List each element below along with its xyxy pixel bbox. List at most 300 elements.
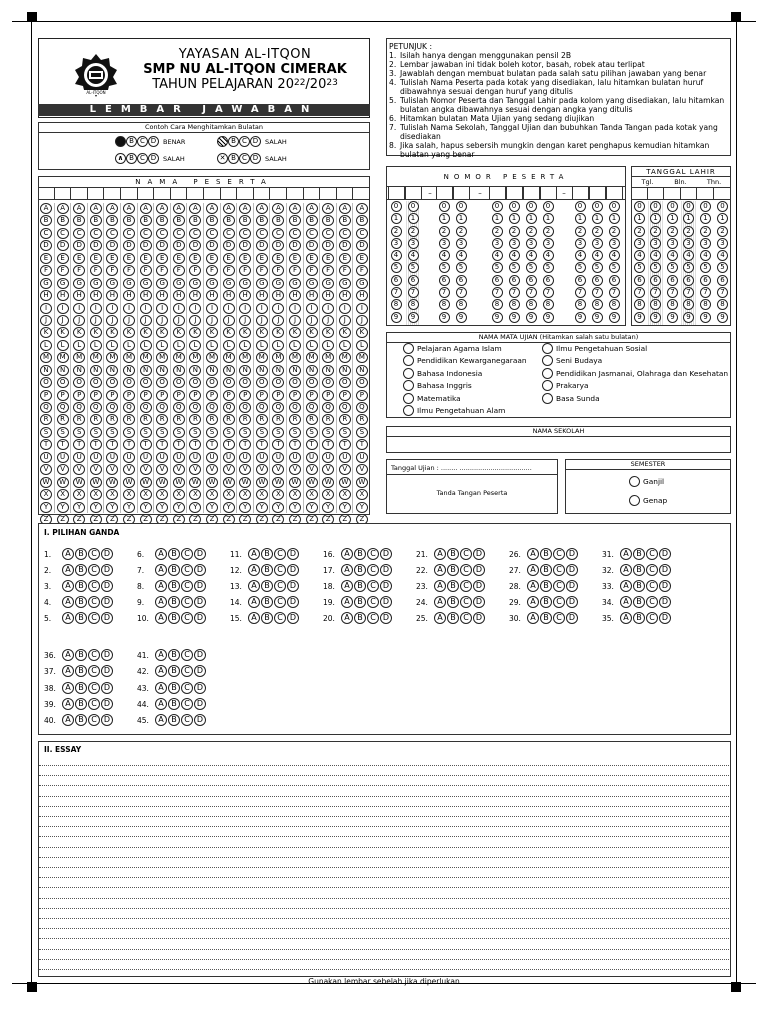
subject-bubble[interactable]: [403, 380, 414, 391]
digit-bubble[interactable]: 7: [592, 287, 603, 298]
name-letter-bubble[interactable]: X: [356, 489, 368, 500]
answer-bubble[interactable]: A: [620, 612, 632, 624]
name-letter-bubble[interactable]: H: [40, 290, 52, 301]
name-letter-bubble[interactable]: X: [189, 489, 201, 500]
name-letter-bubble[interactable]: Y: [356, 502, 368, 513]
name-letter-bubble[interactable]: S: [322, 427, 334, 438]
name-letter-bubble[interactable]: J: [90, 315, 102, 326]
subject-bubble[interactable]: [403, 368, 414, 379]
answer-bubble[interactable]: D: [380, 580, 392, 592]
name-letter-bubble[interactable]: Y: [306, 502, 318, 513]
digit-bubble[interactable]: 5: [634, 262, 645, 273]
digit-bubble[interactable]: 4: [439, 250, 450, 261]
name-letter-bubble[interactable]: L: [239, 340, 251, 351]
name-letter-bubble[interactable]: T: [189, 439, 201, 450]
name-letter-bubble[interactable]: G: [339, 278, 351, 289]
name-letter-bubble[interactable]: Y: [90, 502, 102, 513]
name-letter-bubble[interactable]: V: [239, 464, 251, 475]
name-letter-bubble[interactable]: K: [189, 327, 201, 338]
name-letter-bubble[interactable]: V: [73, 464, 85, 475]
name-letter-bubble[interactable]: E: [106, 253, 118, 264]
answer-bubble[interactable]: B: [75, 580, 87, 592]
digit-bubble[interactable]: 0: [439, 201, 450, 212]
digit-bubble[interactable]: 7: [650, 287, 661, 298]
name-letter-bubble[interactable]: M: [57, 352, 69, 363]
digit-bubble[interactable]: 1: [683, 213, 694, 224]
name-letter-bubble[interactable]: X: [256, 489, 268, 500]
subject-bubble[interactable]: [542, 355, 553, 366]
digit-bubble[interactable]: 6: [492, 275, 503, 286]
answer-bubble[interactable]: C: [646, 612, 658, 624]
name-letter-bubble[interactable]: H: [206, 290, 218, 301]
name-letter-bubble[interactable]: B: [73, 215, 85, 226]
digit-bubble[interactable]: 3: [650, 238, 661, 249]
digit-bubble[interactable]: 1: [700, 213, 711, 224]
answer-bubble[interactable]: B: [354, 596, 366, 608]
name-letter-bubble[interactable]: C: [189, 228, 201, 239]
name-letter-bubble[interactable]: M: [272, 352, 284, 363]
digit-bubble[interactable]: 9: [456, 312, 467, 323]
name-letter-bubble[interactable]: G: [189, 278, 201, 289]
digit-bubble[interactable]: 2: [634, 226, 645, 237]
digit-bubble[interactable]: 1: [575, 213, 586, 224]
name-letter-box[interactable]: [154, 188, 171, 200]
name-letter-bubble[interactable]: I: [239, 303, 251, 314]
digit-bubble[interactable]: 8: [391, 299, 402, 310]
name-letter-bubble[interactable]: M: [356, 352, 368, 363]
name-letter-bubble[interactable]: N: [140, 365, 152, 376]
answer-bubble[interactable]: A: [155, 548, 167, 560]
name-letter-bubble[interactable]: S: [272, 427, 284, 438]
name-letter-bubble[interactable]: U: [106, 452, 118, 463]
answer-bubble[interactable]: A: [527, 580, 539, 592]
name-letter-bubble[interactable]: K: [57, 327, 69, 338]
name-letter-bubble[interactable]: W: [40, 477, 52, 488]
name-letter-bubble[interactable]: B: [206, 215, 218, 226]
digit-bubble[interactable]: 2: [650, 226, 661, 237]
name-letter-bubble[interactable]: C: [106, 228, 118, 239]
essay-line[interactable]: [39, 938, 729, 939]
name-letter-bubble[interactable]: L: [73, 340, 85, 351]
name-letter-bubble[interactable]: J: [57, 315, 69, 326]
digit-bubble[interactable]: 7: [408, 287, 419, 298]
name-letter-bubble[interactable]: J: [40, 315, 52, 326]
name-letter-bubble[interactable]: H: [57, 290, 69, 301]
name-letter-bubble[interactable]: P: [57, 390, 69, 401]
answer-bubble[interactable]: D: [287, 548, 299, 560]
name-letter-bubble[interactable]: T: [306, 439, 318, 450]
essay-line[interactable]: [39, 816, 729, 817]
name-letter-bubble[interactable]: Q: [140, 402, 152, 413]
answer-bubble[interactable]: A: [62, 698, 74, 710]
name-letter-bubble[interactable]: D: [206, 240, 218, 251]
name-letter-bubble[interactable]: T: [57, 439, 69, 450]
digit-bubble[interactable]: 6: [391, 275, 402, 286]
subject-option[interactable]: [403, 380, 472, 391]
answer-bubble[interactable]: B: [540, 548, 552, 560]
digit-bubble[interactable]: 2: [391, 226, 402, 237]
name-letter-bubble[interactable]: F: [223, 265, 235, 276]
name-letter-bubble[interactable]: I: [206, 303, 218, 314]
name-letter-bubble[interactable]: E: [289, 253, 301, 264]
answer-bubble[interactable]: B: [540, 596, 552, 608]
name-letter-bubble[interactable]: Y: [156, 502, 168, 513]
answer-bubble[interactable]: C: [181, 596, 193, 608]
name-letter-bubble[interactable]: E: [306, 253, 318, 264]
answer-bubble[interactable]: C: [181, 548, 193, 560]
digit-bubble[interactable]: 6: [509, 275, 520, 286]
digit-bubble[interactable]: 4: [391, 250, 402, 261]
name-letter-bubble[interactable]: Y: [272, 502, 284, 513]
name-letter-bubble[interactable]: P: [40, 390, 52, 401]
name-letter-bubble[interactable]: H: [256, 290, 268, 301]
essay-line[interactable]: [39, 867, 729, 868]
answer-bubble[interactable]: A: [155, 612, 167, 624]
name-letter-bubble[interactable]: I: [189, 303, 201, 314]
name-letter-bubble[interactable]: V: [189, 464, 201, 475]
name-letter-bubble[interactable]: T: [256, 439, 268, 450]
digit-bubble[interactable]: 0: [492, 201, 503, 212]
answer-bubble[interactable]: C: [646, 564, 658, 576]
name-letter-bubble[interactable]: T: [206, 439, 218, 450]
name-letter-bubble[interactable]: B: [223, 215, 235, 226]
name-letter-bubble[interactable]: P: [73, 390, 85, 401]
answer-bubble[interactable]: C: [274, 564, 286, 576]
name-letter-bubble[interactable]: J: [156, 315, 168, 326]
name-letter-bubble[interactable]: K: [173, 327, 185, 338]
name-letter-box[interactable]: [121, 188, 138, 200]
name-letter-bubble[interactable]: L: [356, 340, 368, 351]
name-letter-bubble[interactable]: G: [206, 278, 218, 289]
name-letter-box[interactable]: [320, 188, 337, 200]
name-letter-bubble[interactable]: D: [156, 240, 168, 251]
name-letter-bubble[interactable]: R: [289, 414, 301, 425]
answer-bubble[interactable]: C: [367, 612, 379, 624]
name-letter-bubble[interactable]: Q: [306, 402, 318, 413]
name-letter-bubble[interactable]: K: [306, 327, 318, 338]
name-letter-bubble[interactable]: J: [189, 315, 201, 326]
name-letter-bubble[interactable]: Y: [322, 502, 334, 513]
name-letter-bubble[interactable]: U: [123, 452, 135, 463]
answer-bubble[interactable]: C: [88, 564, 100, 576]
name-letter-bubble[interactable]: S: [40, 427, 52, 438]
digit-bubble[interactable]: 6: [439, 275, 450, 286]
essay-line[interactable]: [39, 765, 729, 766]
answer-bubble[interactable]: C: [646, 548, 658, 560]
name-letter-bubble[interactable]: Q: [339, 402, 351, 413]
name-letter-bubble[interactable]: W: [339, 477, 351, 488]
name-letter-bubble[interactable]: V: [90, 464, 102, 475]
semester-genap[interactable]: Genap: [629, 495, 667, 506]
digit-bubble[interactable]: 3: [526, 238, 537, 249]
name-letter-bubble[interactable]: S: [223, 427, 235, 438]
name-letter-bubble[interactable]: C: [57, 228, 69, 239]
name-letter-bubble[interactable]: S: [123, 427, 135, 438]
name-letter-bubble[interactable]: E: [189, 253, 201, 264]
answer-bubble[interactable]: C: [88, 548, 100, 560]
answer-bubble[interactable]: B: [447, 612, 459, 624]
name-letter-bubble[interactable]: Q: [90, 402, 102, 413]
digit-bubble[interactable]: 7: [683, 287, 694, 298]
digit-bubble[interactable]: 9: [492, 312, 503, 323]
name-letter-bubble[interactable]: O: [90, 377, 102, 388]
digit-bubble[interactable]: 1: [456, 213, 467, 224]
name-letter-bubble[interactable]: A: [306, 203, 318, 214]
answer-bubble[interactable]: A: [155, 596, 167, 608]
name-letter-bubble[interactable]: U: [189, 452, 201, 463]
name-letter-bubble[interactable]: W: [206, 477, 218, 488]
name-letter-bubble[interactable]: W: [356, 477, 368, 488]
answer-bubble[interactable]: C: [553, 612, 565, 624]
tanggal-write-box[interactable]: [632, 188, 648, 199]
name-letter-bubble[interactable]: Q: [73, 402, 85, 413]
name-letter-bubble[interactable]: U: [40, 452, 52, 463]
answer-bubble[interactable]: C: [553, 580, 565, 592]
essay-line[interactable]: [39, 918, 729, 919]
name-letter-bubble[interactable]: D: [57, 240, 69, 251]
name-letter-bubble[interactable]: C: [40, 228, 52, 239]
name-letter-bubble[interactable]: V: [173, 464, 185, 475]
answer-bubble[interactable]: C: [646, 596, 658, 608]
name-letter-bubble[interactable]: Y: [339, 502, 351, 513]
name-letter-bubble[interactable]: V: [123, 464, 135, 475]
name-letter-bubble[interactable]: R: [173, 414, 185, 425]
name-letter-bubble[interactable]: M: [156, 352, 168, 363]
answer-bubble[interactable]: B: [354, 548, 366, 560]
name-letter-bubble[interactable]: Z: [173, 514, 185, 525]
digit-bubble[interactable]: 0: [509, 201, 520, 212]
name-letter-bubble[interactable]: X: [173, 489, 185, 500]
essay-line[interactable]: [39, 775, 729, 776]
answer-bubble[interactable]: C: [646, 580, 658, 592]
answer-bubble[interactable]: C: [88, 682, 100, 694]
digit-bubble[interactable]: 8: [609, 299, 620, 310]
answer-bubble[interactable]: A: [62, 665, 74, 677]
name-letter-bubble[interactable]: T: [40, 439, 52, 450]
answer-bubble[interactable]: D: [101, 649, 113, 661]
name-letter-bubble[interactable]: I: [73, 303, 85, 314]
name-letter-bubble[interactable]: V: [272, 464, 284, 475]
name-letter-bubble[interactable]: V: [140, 464, 152, 475]
digit-bubble[interactable]: 8: [439, 299, 450, 310]
name-letter-bubble[interactable]: H: [339, 290, 351, 301]
essay-line[interactable]: [39, 959, 729, 960]
essay-line[interactable]: [39, 877, 729, 878]
name-letter-bubble[interactable]: S: [140, 427, 152, 438]
name-letter-bubble[interactable]: H: [156, 290, 168, 301]
name-letter-bubble[interactable]: J: [223, 315, 235, 326]
name-letter-bubble[interactable]: X: [272, 489, 284, 500]
name-letter-bubble[interactable]: Q: [123, 402, 135, 413]
subject-option[interactable]: [542, 380, 589, 391]
digit-bubble[interactable]: 4: [700, 250, 711, 261]
digit-bubble[interactable]: 7: [634, 287, 645, 298]
name-letter-bubble[interactable]: Y: [57, 502, 69, 513]
name-letter-bubble[interactable]: N: [289, 365, 301, 376]
name-letter-bubble[interactable]: R: [306, 414, 318, 425]
name-letter-bubble[interactable]: F: [289, 265, 301, 276]
digit-bubble[interactable]: 2: [575, 226, 586, 237]
name-letter-bubble[interactable]: K: [223, 327, 235, 338]
digit-bubble[interactable]: 8: [592, 299, 603, 310]
digit-bubble[interactable]: 6: [650, 275, 661, 286]
digit-bubble[interactable]: 3: [667, 238, 678, 249]
digit-bubble[interactable]: 6: [667, 275, 678, 286]
name-letter-bubble[interactable]: H: [140, 290, 152, 301]
answer-bubble[interactable]: A: [341, 612, 353, 624]
name-letter-bubble[interactable]: J: [206, 315, 218, 326]
name-letter-bubble[interactable]: B: [57, 215, 69, 226]
answer-bubble[interactable]: C: [88, 612, 100, 624]
name-letter-bubble[interactable]: V: [256, 464, 268, 475]
subject-option[interactable]: [403, 393, 461, 404]
essay-line[interactable]: [39, 857, 729, 858]
name-letter-bubble[interactable]: Y: [40, 502, 52, 513]
name-letter-bubble[interactable]: Z: [156, 514, 168, 525]
name-letter-bubble[interactable]: S: [289, 427, 301, 438]
name-letter-bubble[interactable]: D: [356, 240, 368, 251]
name-letter-bubble[interactable]: D: [106, 240, 118, 251]
name-letter-bubble[interactable]: Z: [140, 514, 152, 525]
name-letter-bubble[interactable]: X: [73, 489, 85, 500]
digit-bubble[interactable]: 9: [509, 312, 520, 323]
name-letter-bubble[interactable]: L: [173, 340, 185, 351]
name-letter-bubble[interactable]: H: [189, 290, 201, 301]
subject-option[interactable]: [542, 343, 647, 354]
digit-bubble[interactable]: 0: [408, 201, 419, 212]
tanggal-write-box[interactable]: [715, 188, 731, 199]
name-letter-bubble[interactable]: J: [140, 315, 152, 326]
digit-bubble[interactable]: 4: [492, 250, 503, 261]
name-letter-bubble[interactable]: J: [123, 315, 135, 326]
answer-bubble[interactable]: C: [553, 564, 565, 576]
name-letter-bubble[interactable]: W: [272, 477, 284, 488]
digit-bubble[interactable]: 9: [683, 312, 694, 323]
answer-bubble[interactable]: D: [194, 596, 206, 608]
name-letter-bubble[interactable]: O: [339, 377, 351, 388]
answer-bubble[interactable]: D: [473, 596, 485, 608]
name-letter-bubble[interactable]: E: [223, 253, 235, 264]
name-letter-bubble[interactable]: X: [123, 489, 135, 500]
answer-bubble[interactable]: C: [181, 698, 193, 710]
digit-bubble[interactable]: 6: [717, 275, 728, 286]
digit-bubble[interactable]: 9: [408, 312, 419, 323]
name-letter-box[interactable]: [187, 188, 204, 200]
name-letter-bubble[interactable]: Z: [356, 514, 368, 525]
name-letter-bubble[interactable]: F: [73, 265, 85, 276]
name-letter-bubble[interactable]: O: [189, 377, 201, 388]
subject-option[interactable]: [542, 393, 600, 404]
digit-bubble[interactable]: 2: [717, 226, 728, 237]
answer-bubble[interactable]: C: [367, 564, 379, 576]
answer-bubble[interactable]: B: [633, 580, 645, 592]
name-letter-bubble[interactable]: G: [322, 278, 334, 289]
subject-bubble[interactable]: [403, 393, 414, 404]
name-letter-bubble[interactable]: N: [156, 365, 168, 376]
digit-bubble[interactable]: 5: [683, 262, 694, 273]
answer-bubble[interactable]: B: [168, 665, 180, 677]
digit-bubble[interactable]: 4: [456, 250, 467, 261]
name-letter-bubble[interactable]: F: [322, 265, 334, 276]
name-letter-bubble[interactable]: R: [339, 414, 351, 425]
answer-bubble[interactable]: A: [527, 612, 539, 624]
name-letter-bubble[interactable]: U: [173, 452, 185, 463]
digit-bubble[interactable]: 5: [391, 262, 402, 273]
digit-bubble[interactable]: 0: [456, 201, 467, 212]
name-letter-bubble[interactable]: C: [289, 228, 301, 239]
name-letter-box[interactable]: [71, 188, 88, 200]
name-letter-box[interactable]: [287, 188, 304, 200]
answer-bubble[interactable]: C: [274, 548, 286, 560]
answer-bubble[interactable]: D: [659, 596, 671, 608]
digit-bubble[interactable]: 2: [609, 226, 620, 237]
answer-bubble[interactable]: D: [380, 564, 392, 576]
name-letter-bubble[interactable]: O: [239, 377, 251, 388]
answer-bubble[interactable]: C: [460, 612, 472, 624]
name-letter-bubble[interactable]: G: [239, 278, 251, 289]
name-letter-bubble[interactable]: Z: [57, 514, 69, 525]
name-letter-bubble[interactable]: Z: [256, 514, 268, 525]
digit-bubble[interactable]: 9: [575, 312, 586, 323]
answer-bubble[interactable]: B: [75, 698, 87, 710]
name-letter-bubble[interactable]: A: [140, 203, 152, 214]
name-letter-bubble[interactable]: I: [90, 303, 102, 314]
name-letter-bubble[interactable]: P: [173, 390, 185, 401]
name-letter-bubble[interactable]: L: [123, 340, 135, 351]
answer-bubble[interactable]: D: [101, 612, 113, 624]
name-letter-bubble[interactable]: I: [57, 303, 69, 314]
digit-bubble[interactable]: 9: [634, 312, 645, 323]
name-letter-bubble[interactable]: G: [106, 278, 118, 289]
digit-bubble[interactable]: 0: [634, 201, 645, 212]
name-letter-bubble[interactable]: N: [256, 365, 268, 376]
answer-bubble[interactable]: A: [62, 682, 74, 694]
name-letter-bubble[interactable]: I: [173, 303, 185, 314]
digit-bubble[interactable]: 7: [456, 287, 467, 298]
digit-bubble[interactable]: 7: [575, 287, 586, 298]
name-letter-bubble[interactable]: D: [173, 240, 185, 251]
name-letter-bubble[interactable]: N: [73, 365, 85, 376]
subject-bubble[interactable]: [403, 343, 414, 354]
name-letter-bubble[interactable]: G: [289, 278, 301, 289]
name-letter-bubble[interactable]: S: [73, 427, 85, 438]
name-letter-bubble[interactable]: I: [140, 303, 152, 314]
answer-bubble[interactable]: D: [101, 714, 113, 726]
name-letter-bubble[interactable]: L: [140, 340, 152, 351]
essay-line[interactable]: [39, 887, 729, 888]
digit-bubble[interactable]: 4: [634, 250, 645, 261]
answer-bubble[interactable]: D: [101, 564, 113, 576]
name-letter-bubble[interactable]: X: [289, 489, 301, 500]
name-letter-bubble[interactable]: J: [73, 315, 85, 326]
name-letter-bubble[interactable]: V: [40, 464, 52, 475]
name-letter-bubble[interactable]: E: [239, 253, 251, 264]
answer-bubble[interactable]: B: [168, 612, 180, 624]
name-letter-box[interactable]: [304, 188, 321, 200]
answer-bubble[interactable]: D: [101, 665, 113, 677]
digit-bubble[interactable]: 7: [526, 287, 537, 298]
digit-bubble[interactable]: 2: [492, 226, 503, 237]
name-letter-bubble[interactable]: E: [322, 253, 334, 264]
name-letter-bubble[interactable]: F: [140, 265, 152, 276]
name-letter-bubble[interactable]: G: [223, 278, 235, 289]
name-letter-bubble[interactable]: Z: [289, 514, 301, 525]
name-letter-bubble[interactable]: D: [90, 240, 102, 251]
essay-line[interactable]: [39, 847, 729, 848]
name-letter-bubble[interactable]: T: [289, 439, 301, 450]
name-letter-bubble[interactable]: M: [256, 352, 268, 363]
name-letter-bubble[interactable]: J: [256, 315, 268, 326]
